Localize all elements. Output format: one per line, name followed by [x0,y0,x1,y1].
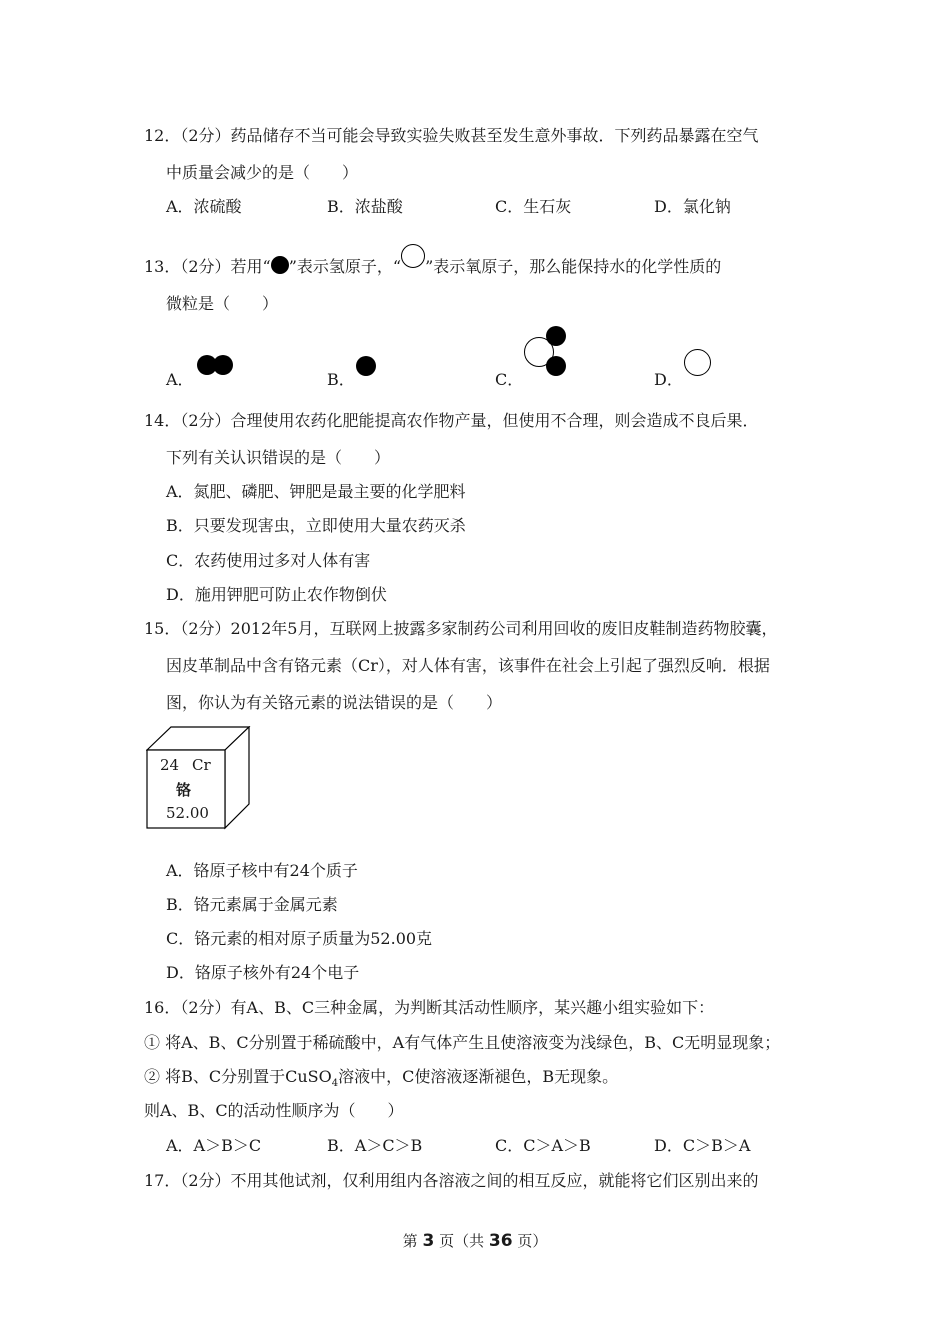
q13-stem-part2: ”表示氢原子，“ [288,257,402,276]
element-name: 铬 [176,781,192,799]
footer-prefix: 第 [402,1232,418,1250]
q15-option-b[interactable]: B．铬元素属于金属元素 [166,895,338,914]
q16-stem-question: 则A、B、C的活动性顺序为（ ） [144,1101,404,1120]
chromium-element-card [146,726,252,834]
q15-stem-line2: 因皮革制品中含有铬元素（Cr），对人体有害，该事件在社会上引起了强烈反响．根据 [166,656,770,675]
footer-suffix: 页） [517,1232,548,1250]
oxygen-atom-icon [684,349,711,376]
q15-stem-line1: 15．（2分）2012年5月，互联网上披露多家制药公司利用回收的废旧皮鞋制造药物胶囊， [144,619,778,638]
q14-stem-line1: 14．（2分）合理使用农药化肥能提高农作物产量，但使用不合理，则会造成不良后果． [144,411,759,430]
q12-option-d[interactable]: D．氯化钠 [654,197,731,216]
footer-total-pages: 36 [488,1231,513,1251]
q16-stem-line1: 16．（2分）有A、B、C三种金属，为判断其活动性顺序，某兴趣小组实验如下： [144,998,715,1017]
footer-middle: 页（共 [439,1232,485,1250]
q13-stem-part1: 13．（2分）若用“ [144,257,271,276]
element-symbol: Cr [192,756,211,774]
q14-option-d[interactable]: D．施用钾肥可防止农作物倒伏 [166,585,387,604]
q13-stem-part3: ”表示氧原子，那么能保持水的化学性质的 [425,257,722,276]
q12-stem-line1: 12．（2分）药品储存不当可能会导致实验失败甚至发生意外事故．下列药品暴露在空气 [144,126,759,145]
q16-step2 [144,1067,619,1090]
oxygen-atom-icon [401,244,425,268]
element-atomic-number: 24 [160,756,180,774]
q16-option-d[interactable]: D．C＞B＞A [654,1136,751,1155]
q12-option-c[interactable]: C．生石灰 [495,197,572,216]
q16-option-c[interactable]: C．C＞A＞B [495,1136,591,1155]
q15-option-d[interactable]: D．铬原子核外有24个电子 [166,963,360,982]
q16-option-b[interactable]: B．A＞C＞B [327,1136,423,1155]
q15-option-c[interactable]: C．铬元素的相对原子质量为52.00克 [166,929,433,948]
q12-option-b[interactable]: B．浓盐酸 [327,197,403,216]
q16-step2-part2: 溶液中，C使溶液逐渐褪色，B无现象。 [338,1067,619,1086]
q13-option-b-label[interactable]: B． [327,370,355,389]
q13-option-c-label[interactable]: C． [495,370,524,389]
hydrogen-atom-icon [546,326,566,346]
q16-step1: ① 将A、B、C分别置于稀硫酸中，A有气体产生且使溶液变为浅绿色，B、C无明显现象； [144,1033,781,1052]
footer-page-number: 3 [422,1231,435,1251]
q15-stem-line3: 图，你认为有关铬元素的说法错误的是（ ） [166,693,503,712]
hydrogen-atom-icon [271,256,289,274]
page-footer [0,1230,950,1251]
hydrogen-atom-icon [546,356,566,376]
q14-option-b[interactable]: B．只要发现害虫，立即使用大量农药灭杀 [166,516,466,535]
element-atomic-mass: 52.00 [166,804,209,822]
q13-stem-line2: 微粒是（ ） [166,294,279,313]
q12-stem-line2: 中质量会减少的是（ ） [166,163,359,182]
q16-step2-part1: ② 将B、C分别置于CuSO [144,1067,332,1086]
q16-step2-subscript: 4 [331,1078,339,1090]
hydrogen-atom-icon [356,356,376,376]
q15-option-a[interactable]: A．铬原子核中有24个质子 [166,861,358,880]
q12-option-a[interactable]: A．浓硫酸 [166,197,242,216]
q13-option-d-label[interactable]: D． [654,370,683,389]
q14-option-a[interactable]: A．氮肥、磷肥、钾肥是最主要的化学肥料 [166,482,466,501]
q14-stem-line2: 下列有关认识错误的是（ ） [166,448,391,467]
q14-option-c[interactable]: C．农药使用过多对人体有害 [166,551,371,570]
q13-stem-line1 [144,250,721,277]
hydrogen-atom-icon [213,355,233,375]
q17-stem-line1: 17．（2分）不用其他试剂，仅利用组内各溶液之间的相互反应，就能将它们区别出来的 [144,1171,759,1190]
q13-option-a-label[interactable]: A． [166,370,194,389]
q16-option-a[interactable]: A．A＞B＞C [166,1136,262,1155]
